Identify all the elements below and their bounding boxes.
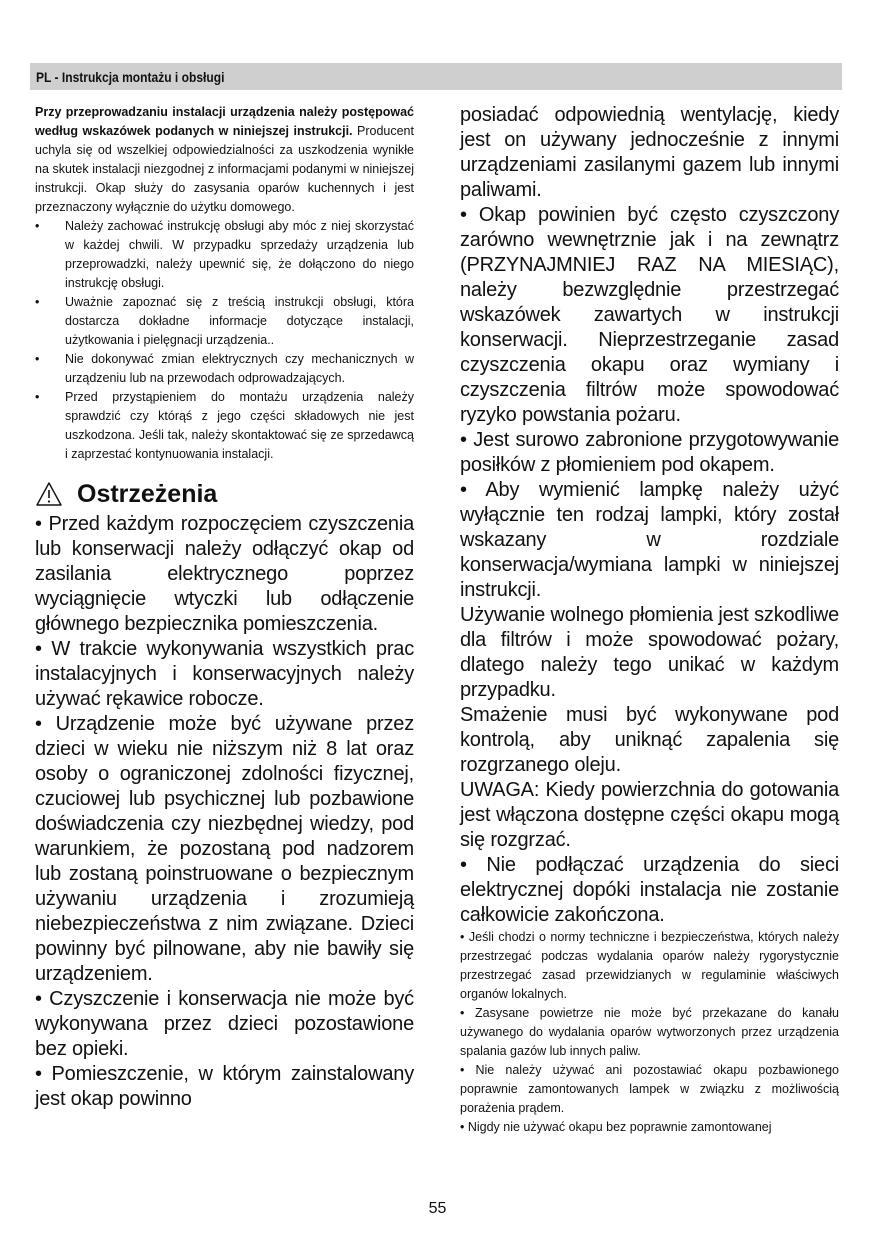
bullet-icon: • [35,352,40,366]
intro-paragraph [35,103,414,217]
warning-paragraph: • W trakcie wykonywania wszystkich prac instalacyjnych i konserwacyjnych należy używać rękawice robocze. [35,638,414,710]
list-item [35,293,414,350]
warning-paragraph: • Czyszczenie i konserwacja nie może być wykonywana przez dzieci pozostawione bez opieki. [35,988,414,1060]
list-item-text: Nie dokonywać zmian elektrycznych czy mechanicznych w urządzeniu lub na przewodach odprowadzających. [65,352,414,385]
warning-small-paragraph: • Nie należy używać ani pozostawiać okapu pozbawionego poprawnie zamontowanych lampek w związku z możliwością porażenia prądem. [460,1063,839,1115]
warning-paragraph: • Jest surowo zabronione przygotowywanie posiłków z płomieniem pod okapem. [460,429,839,476]
warning-small-paragraph: • Nigdy nie używać okapu bez poprawnie zamontowanej [460,1120,772,1134]
bullet-icon: • [35,390,40,404]
warning-paragraph: • Pomieszczenie, w którym zainstalowany jest okap powinno [35,1063,414,1110]
right-column [460,103,839,1137]
warning-paragraph: Smażenie musi być wykonywane pod kontrolą, aby uniknąć zapalenia się rozgrzanego oleju. [460,704,839,776]
list-item [35,217,414,293]
intro-bullet-list [35,217,414,464]
warning-small-paragraph: • Jeśli chodzi o normy techniczne i bezpieczeństwa, których należy przestrzegać podczas wydalania oparów należy rygorystycznie przestrzegać zasad przewidzianych w regulaminie właściwych organów lokalnych. [460,930,839,1001]
warning-paragraph: posiadać odpowiednią wentylację, kiedy jest on używany jednocześnie z innymi urządzeniami zasilanymi gazem lub innymi paliwami. [460,104,839,201]
list-item-text: Przed przystąpieniem do montażu urządzenia należy sprawdzić czy którąś z jego części składowych nie jest uszkodzona. Jeśli tak, należy skontaktować się ze sprzedawcą i zaprzestać kontynuowania instalacji. [65,390,414,461]
warning-triangle-icon [35,481,63,507]
page-number: 55 [428,1200,447,1217]
list-item [35,350,414,388]
warning-paragraph: UWAGA: Kiedy powierzchnia do gotowania jest włączona dostępne części okapu mogą się rozgrzać. [460,779,839,851]
warning-paragraph: Używanie wolnego płomienia jest szkodliwe dla filtrów i może spowodować pożary, dlatego należy tego unikać w każdym przypadku. [460,604,839,701]
left-column [35,103,414,1112]
warning-paragraph: • Urządzenie może być używane przez dzieci w wieku nie niższym niż 8 lat oraz osoby o ograniczonej zdolności fizycznej, czuciowej lub psychicznej lub pozbawione doświadczenia czy niezbędnej wiedzy, pod warunkiem, że pozostaną pod nadzorem lub zostaną poinstruowane o bezpiecznym używaniu urządzenia i zrozumieją niebezpieczeństwa z nim związane. Dzieci powinny być pilnowane, aby nie bawiły się urządzeniem. [35,713,414,985]
warning-paragraph: • Okap powinien być często czyszczony zarówno wewnętrznie jak i na zewnątrz (PRZYNAJMNIEJ RAZ NA MIESIĄC), należy bezwzględnie przestrzegać wskazówek zawartych w instrukcji konserwacji. Nieprzestrzeganie zasad czyszczenia okapu oraz wymiany i czyszczenia filtrów może spowodować ryzyko powstania pożaru. [460,204,839,426]
warnings-heading [35,476,414,512]
bullet-icon: • [35,219,40,233]
list-item-text: Uważnie zapoznać się z treścią instrukcji obsługi, która dostarcza dokładne informacje dotyczące instalacji, użytkowania i pielęgnacji urządzenia.. [65,295,414,347]
section-header-title: PL - Instrukcja montażu i obsługi [36,69,225,85]
list-item [35,388,414,464]
intro-bold-text: Przy przeprowadzaniu instalacji urządzenia należy postępować według wskazówek podanych w niniejszej instrukcji. [35,105,414,138]
warning-small-paragraph: • Zasysane powietrze nie może być przekazane do kanału używanego do wydalania oparów wytworzonych przez urządzenia spalania gazów lub innych paliw. [460,1006,839,1058]
warning-paragraph: • Przed każdym rozpoczęciem czyszczenia lub konserwacji należy odłączyć okap od zasilania elektrycznego poprzez wyciągnięcie wtyczki lub odłączenie głównego bezpiecznika pomieszczenia. [35,513,414,635]
warning-paragraph: • Nie podłączać urządzenia do sieci elektrycznej dopóki instalacja nie zostanie całkowicie zakończona. [460,854,839,926]
warning-paragraph: • Aby wymienić lampkę należy użyć wyłącznie ten rodzaj lampki, który został wskazany w rozdziale konserwacja/wymiana lampki w niniejszej instrukcji. [460,479,839,601]
section-header-bar [30,63,842,90]
list-item-text: Należy zachować instrukcję obsługi aby móc z niej skorzystać w każdej chwili. W przypadku sprzedaży urządzenia lub przeprowadzki, należy upewnić się, że dołączono do niego instrukcję obsługi. [65,219,414,290]
warnings-title: Ostrzeżenia [77,479,218,508]
intro-text: Producent uchyla się od wszelkiej odpowiedzialności za uszkodzenia wynikłe na skutek instalacji niezgodnej z informacjami podanymi w niniejszej instrukcji. Okap służy do zasysania oparów kuchennych i jest przeznaczony wyłącznie do użytku domowego. [35,124,414,214]
bullet-icon: • [35,295,40,309]
